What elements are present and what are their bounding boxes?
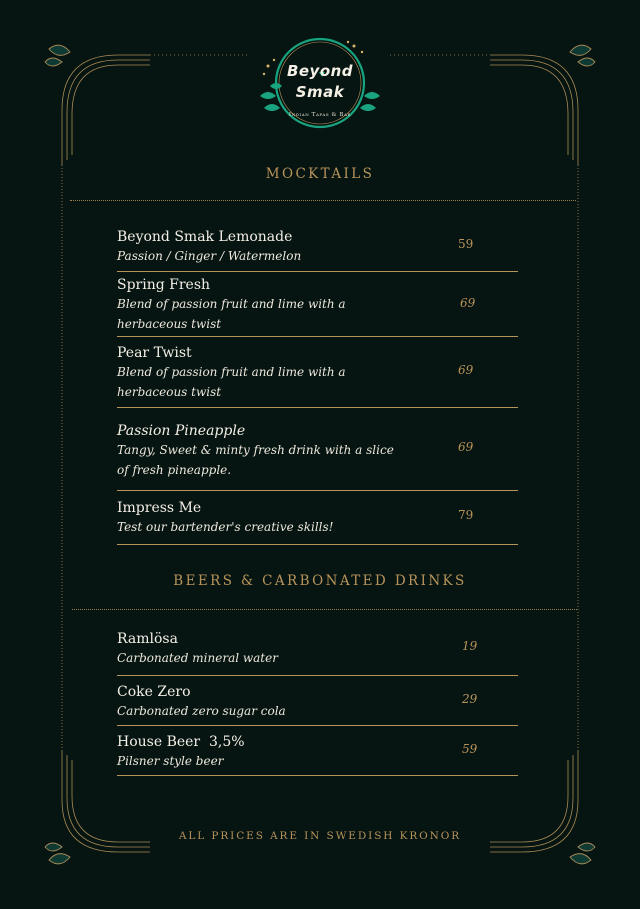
- item-divider: [117, 725, 518, 726]
- item-divider: [117, 336, 518, 337]
- menu-item: [117, 733, 517, 771]
- item-divider: [117, 675, 518, 676]
- item-divider: [117, 544, 518, 545]
- logo-word-smak: Smak: [295, 83, 345, 101]
- section-divider: [70, 200, 576, 201]
- item-name: Pear Twist: [117, 345, 192, 361]
- item-name: Impress Me: [117, 500, 202, 516]
- item-name: Ramlösa: [117, 631, 178, 647]
- menu-item: [117, 344, 517, 402]
- logo-word-beyond: Beyond: [286, 62, 354, 80]
- item-price: 29: [462, 692, 478, 706]
- item-name: Passion Pineapple: [117, 423, 246, 439]
- item-description: Carbonated zero sugar cola: [117, 704, 286, 718]
- item-price: 69: [458, 363, 474, 377]
- logo-subtitle: Indian Tapas & Bar: [288, 112, 352, 118]
- item-price: 59: [458, 237, 474, 251]
- item-name: Coke Zero: [117, 684, 191, 700]
- menu-item: [117, 422, 517, 480]
- footer-note: ALL PRICES ARE IN SWEDISH KRONOR: [178, 830, 462, 842]
- item-description: Carbonated mineral water: [117, 651, 278, 665]
- item-description: Blend of passion fruit and lime with a herbaceous twist: [117, 365, 346, 399]
- brand-logo: [250, 36, 390, 130]
- leaf-icon: [570, 45, 591, 55]
- item-divider: [117, 407, 518, 408]
- item-description: Pilsner style beer: [117, 754, 224, 768]
- item-description: Blend of passion fruit and lime with a herbaceous twist: [117, 297, 346, 331]
- item-description: Test our bartender's creative skills!: [117, 520, 334, 534]
- item-description: Passion / Ginger / Watermelon: [117, 249, 302, 263]
- item-name: House Beer 3,5%: [117, 734, 245, 750]
- item-price: 79: [458, 508, 474, 522]
- menu-item: [117, 499, 517, 537]
- section-title-mocktails: MOCKTAILS: [265, 166, 375, 182]
- leaf-icon: [570, 854, 591, 864]
- item-price: 19: [462, 639, 478, 653]
- section-divider: [72, 609, 577, 610]
- item-divider: [117, 490, 518, 491]
- section-title-beers: BEERS & CARBONATED DRINKS: [173, 573, 467, 589]
- leaf-icon: [49, 854, 70, 864]
- item-price: 69: [460, 296, 476, 310]
- item-divider: [117, 271, 518, 272]
- leaf-icon: [49, 45, 70, 55]
- menu-item: [117, 630, 517, 668]
- item-description: Tangy, Sweet & minty fresh drink with a slice of fresh pineapple.: [117, 443, 394, 477]
- item-price: 69: [458, 440, 474, 454]
- menu-item: [117, 683, 517, 721]
- item-name: Spring Fresh: [117, 277, 211, 293]
- item-price: 59: [462, 742, 478, 756]
- menu-item: [117, 228, 517, 266]
- menu-item: [117, 276, 517, 334]
- item-name: Beyond Smak Lemonade: [117, 229, 293, 245]
- item-divider: [117, 775, 518, 776]
